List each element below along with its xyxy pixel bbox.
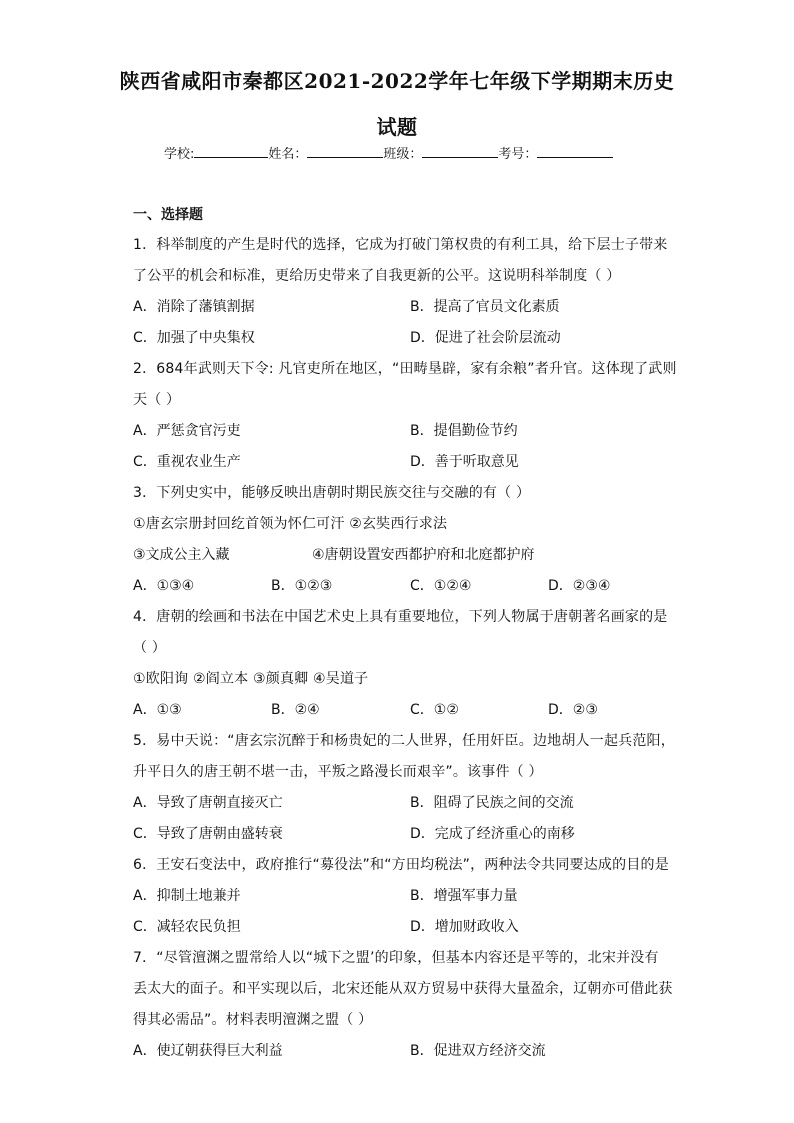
question-6-line1: 6．王安石变法中，政府推行“募役法”和“方田均税法”，两种法令共同要达成的目的是 bbox=[133, 857, 669, 873]
name-label: 姓名： bbox=[268, 147, 308, 162]
question-3-option-a[interactable]: A．①③④ bbox=[133, 578, 195, 594]
question-3-items-row1: ①唐玄宗册封回纥首领为怀仁可汗 ②玄奘西行求法 bbox=[133, 516, 448, 532]
question-2-option-b[interactable]: B．提倡勤俭节约 bbox=[410, 423, 518, 439]
question-1-line1: 1．科举制度的产生是时代的选择，它成为打破门第权贵的有利工具，给下层士子带来 bbox=[133, 237, 668, 253]
question-5-option-c[interactable]: C．导致了唐朝由盛转衰 bbox=[133, 826, 283, 842]
school-label: 学校: bbox=[164, 147, 195, 162]
question-4-line2: （ ） bbox=[133, 640, 167, 656]
question-2-line1: 2．684年武则天下令: 凡官吏所在地区，“田畴垦辟，家有余粮”者升官。这体现了武则 bbox=[133, 361, 677, 377]
question-5-option-b[interactable]: B．阻碍了民族之间的交流 bbox=[410, 795, 574, 811]
school-blank[interactable] bbox=[194, 145, 268, 158]
question-3-option-c[interactable]: C．①②④ bbox=[410, 578, 472, 594]
question-2-option-c[interactable]: C．重视农业生产 bbox=[133, 454, 241, 470]
question-3-line1: 3．下列史实中，能够反映出唐朝时期民族交往与交融的有（ ） bbox=[133, 485, 531, 501]
question-3-item4: ④唐朝设置安西都护府和北庭都护府 bbox=[312, 547, 535, 563]
question-6-option-b[interactable]: B．增强军事力量 bbox=[410, 888, 518, 904]
question-1-option-d[interactable]: D．促进了社会阶层流动 bbox=[410, 330, 561, 346]
exam-title-line2: 试题 bbox=[376, 115, 418, 139]
class-blank[interactable] bbox=[422, 145, 498, 158]
question-1-option-a[interactable]: A．消除了藩镇割据 bbox=[133, 299, 255, 315]
number-label: 考号： bbox=[498, 147, 538, 162]
question-5-option-a[interactable]: A．导致了唐朝直接灭亡 bbox=[133, 795, 283, 811]
question-4-option-d[interactable]: D．②③ bbox=[548, 702, 598, 718]
question-4-option-b[interactable]: B．②④ bbox=[271, 702, 320, 718]
question-4-line1: 4．唐朝的绘画和书法在中国艺术史上具有重要地位，下列人物属于唐朝著名画家的是 bbox=[133, 609, 668, 625]
class-label: 班级： bbox=[383, 147, 423, 162]
question-6-option-a[interactable]: A．抑制土地兼并 bbox=[133, 888, 241, 904]
question-4-option-c[interactable]: C．①② bbox=[410, 702, 459, 718]
question-2-option-a[interactable]: A．严惩贪官污吏 bbox=[133, 423, 241, 439]
question-1-option-c[interactable]: C．加强了中央集权 bbox=[133, 330, 255, 346]
question-7-line1: 7．“尽管澶渊之盟常给人以“城下之盟’的印象，但基本内容还是平等的，北宋并没有 bbox=[133, 950, 659, 966]
question-7-option-a[interactable]: A．使辽朝获得巨大利益 bbox=[133, 1043, 283, 1059]
question-5-line2: 升平日久的唐王朝不堪一击，平叛之路漫长而艰辛”。该事件（ ） bbox=[133, 764, 543, 780]
section-heading: 一、选择题 bbox=[133, 207, 203, 223]
name-blank[interactable] bbox=[307, 145, 383, 158]
question-7-line2: 丢太大的面子。和平实现以后，北宋还能从双方贸易中获得大量盈余，辽朝亦可借此获 bbox=[133, 981, 673, 997]
question-7-line3: 得其必需品”。材料表明澶渊之盟（ ） bbox=[133, 1012, 373, 1028]
question-3-item3: ③文成公主入藏 bbox=[133, 547, 230, 563]
question-3-option-d[interactable]: D．②③④ bbox=[548, 578, 611, 594]
question-7-option-b[interactable]: B．促进双方经济交流 bbox=[410, 1043, 546, 1059]
question-2-option-d[interactable]: D．善于听取意见 bbox=[410, 454, 519, 470]
question-3-option-b[interactable]: B．①②③ bbox=[271, 578, 333, 594]
question-2-line2: 天（ ） bbox=[133, 392, 181, 408]
question-5-option-d[interactable]: D．完成了经济重心的南移 bbox=[410, 826, 575, 842]
question-4-option-a[interactable]: A．①③ bbox=[133, 702, 182, 718]
question-1-line2: 了公平的机会和标准，更给历史带来了自我更新的公平。这说明科举制度（ ） bbox=[133, 268, 621, 284]
question-1-option-b[interactable]: B．提高了官员文化素质 bbox=[410, 299, 560, 315]
question-5-line1: 5．易中天说：“唐玄宗沉醉于和杨贵妃的二人世界，任用奸臣。边地胡人一起兵范阳， bbox=[133, 733, 675, 749]
question-4-items: ①欧阳询 ②阎立本 ③颜真卿 ④吴道子 bbox=[133, 671, 369, 687]
question-6-option-d[interactable]: D．增加财政收入 bbox=[410, 919, 519, 935]
exam-title-line1: 陕西省咸阳市秦都区2021-2022学年七年级下学期期末历史 bbox=[119, 69, 675, 93]
number-blank[interactable] bbox=[537, 145, 613, 158]
student-info-row bbox=[164, 143, 613, 162]
question-6-option-c[interactable]: C．减轻农民负担 bbox=[133, 919, 241, 935]
